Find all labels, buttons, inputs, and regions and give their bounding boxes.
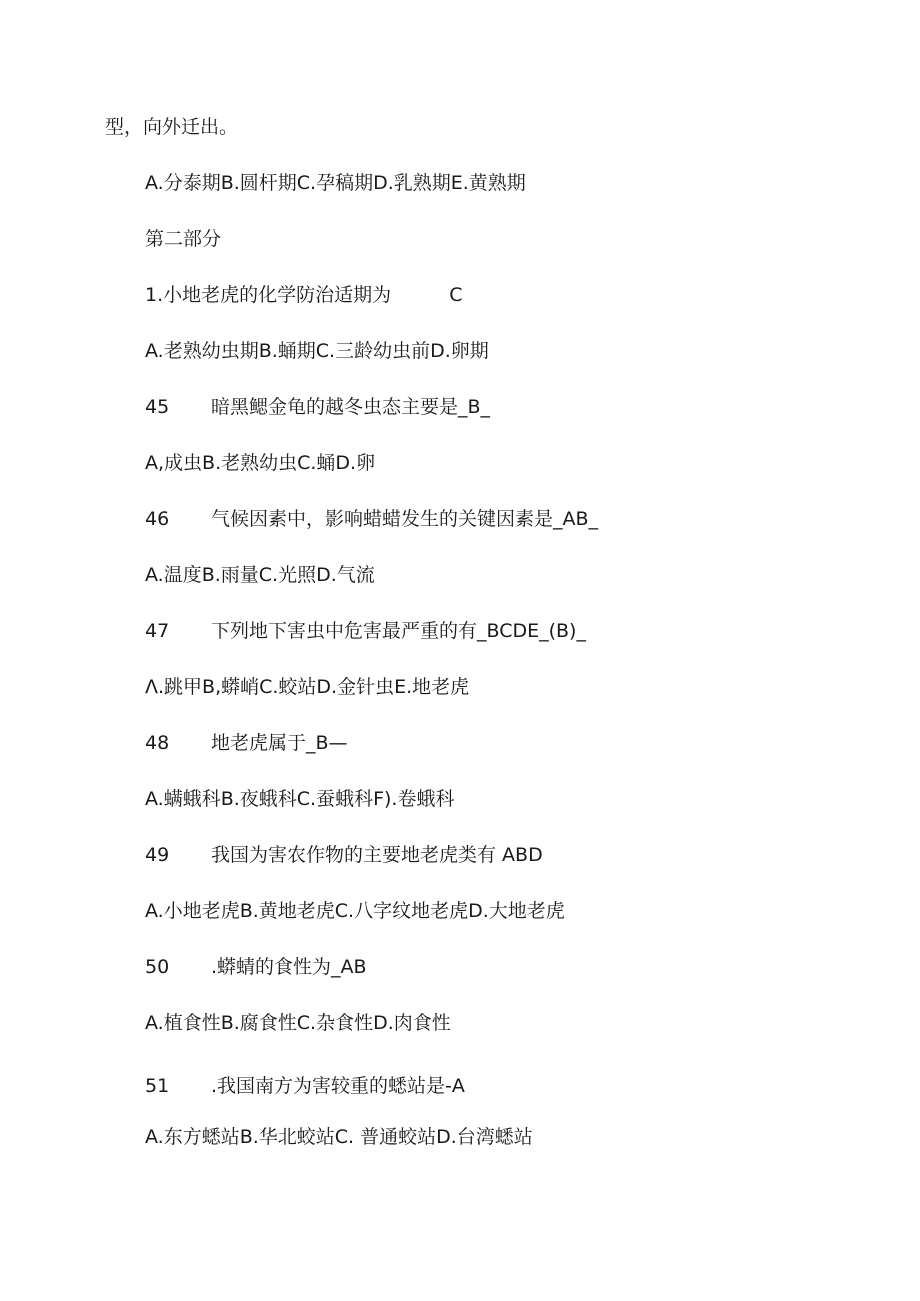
question-text: .蟒蜻的食性为_AB bbox=[211, 956, 367, 978]
question-47-options: Λ.跳甲B,蟒峭C.蛟站D.金针虫E.地老虎 bbox=[145, 676, 470, 698]
question-50 bbox=[145, 958, 367, 977]
question-number: 49 bbox=[145, 844, 170, 866]
question-50-options: A.植食性B.腐食性C.杂食性D.肉食性 bbox=[145, 1012, 451, 1034]
question-number: 50 bbox=[145, 956, 170, 978]
question-46-options: A.温度B.雨量C.光照D.气流 bbox=[145, 564, 375, 586]
question-1-text: 1.小地老虎的化学防治适期为 bbox=[145, 284, 392, 306]
question-49 bbox=[145, 846, 543, 865]
question-1-options: A.老熟幼虫期B.蛹期C.三龄幼虫前D.卵期 bbox=[145, 340, 489, 362]
question-text: 暗黑鳃金龟的越冬虫态主要是_B_ bbox=[211, 396, 491, 418]
question-46 bbox=[145, 510, 598, 529]
question-1-answer: C bbox=[449, 284, 463, 306]
previous-options: A.分泰期B.圆杆期C.孕稿期D.乳熟期E.黄熟期 bbox=[145, 172, 526, 194]
question-number: 48 bbox=[145, 732, 170, 754]
question-number: 45 bbox=[145, 396, 170, 418]
question-51 bbox=[145, 1077, 465, 1096]
question-number: 46 bbox=[145, 508, 170, 530]
question-48-options: A.螨蛾科B.夜蛾科C.蚕蛾科F).卷蛾科 bbox=[145, 788, 455, 810]
question-number: 51 bbox=[145, 1075, 170, 1097]
question-text: 我国为害农作物的主要地老虎类有 ABD bbox=[211, 844, 543, 866]
question-48 bbox=[145, 734, 348, 753]
question-text: .我国南方为害较重的蟋站是-A bbox=[211, 1075, 465, 1097]
question-45-options: A,成虫B.老熟幼虫C.蛹D.卵 bbox=[145, 452, 376, 474]
question-49-options: A.小地老虎B.黄地老虎C.八字纹地老虎D.大地老虎 bbox=[145, 900, 565, 922]
continuation-text: 型，向外迁出。 bbox=[105, 116, 239, 138]
question-51-options: A.东方蟋站B.华北蛟站C. 普通蛟站D.台湾蟋站 bbox=[145, 1126, 533, 1148]
question-text: 气候因素中，影响蜡蜡发生的关键因素是_AB_ bbox=[211, 508, 599, 530]
question-1 bbox=[145, 286, 463, 305]
question-47 bbox=[145, 622, 586, 641]
question-45 bbox=[145, 398, 490, 417]
section-title: 第二部分 bbox=[145, 228, 222, 250]
question-number: 47 bbox=[145, 620, 170, 642]
question-text: 下列地下害虫中危害最严重的有_BCDE_(B)_ bbox=[211, 620, 586, 642]
question-text: 地老虎属于_B— bbox=[211, 732, 348, 754]
